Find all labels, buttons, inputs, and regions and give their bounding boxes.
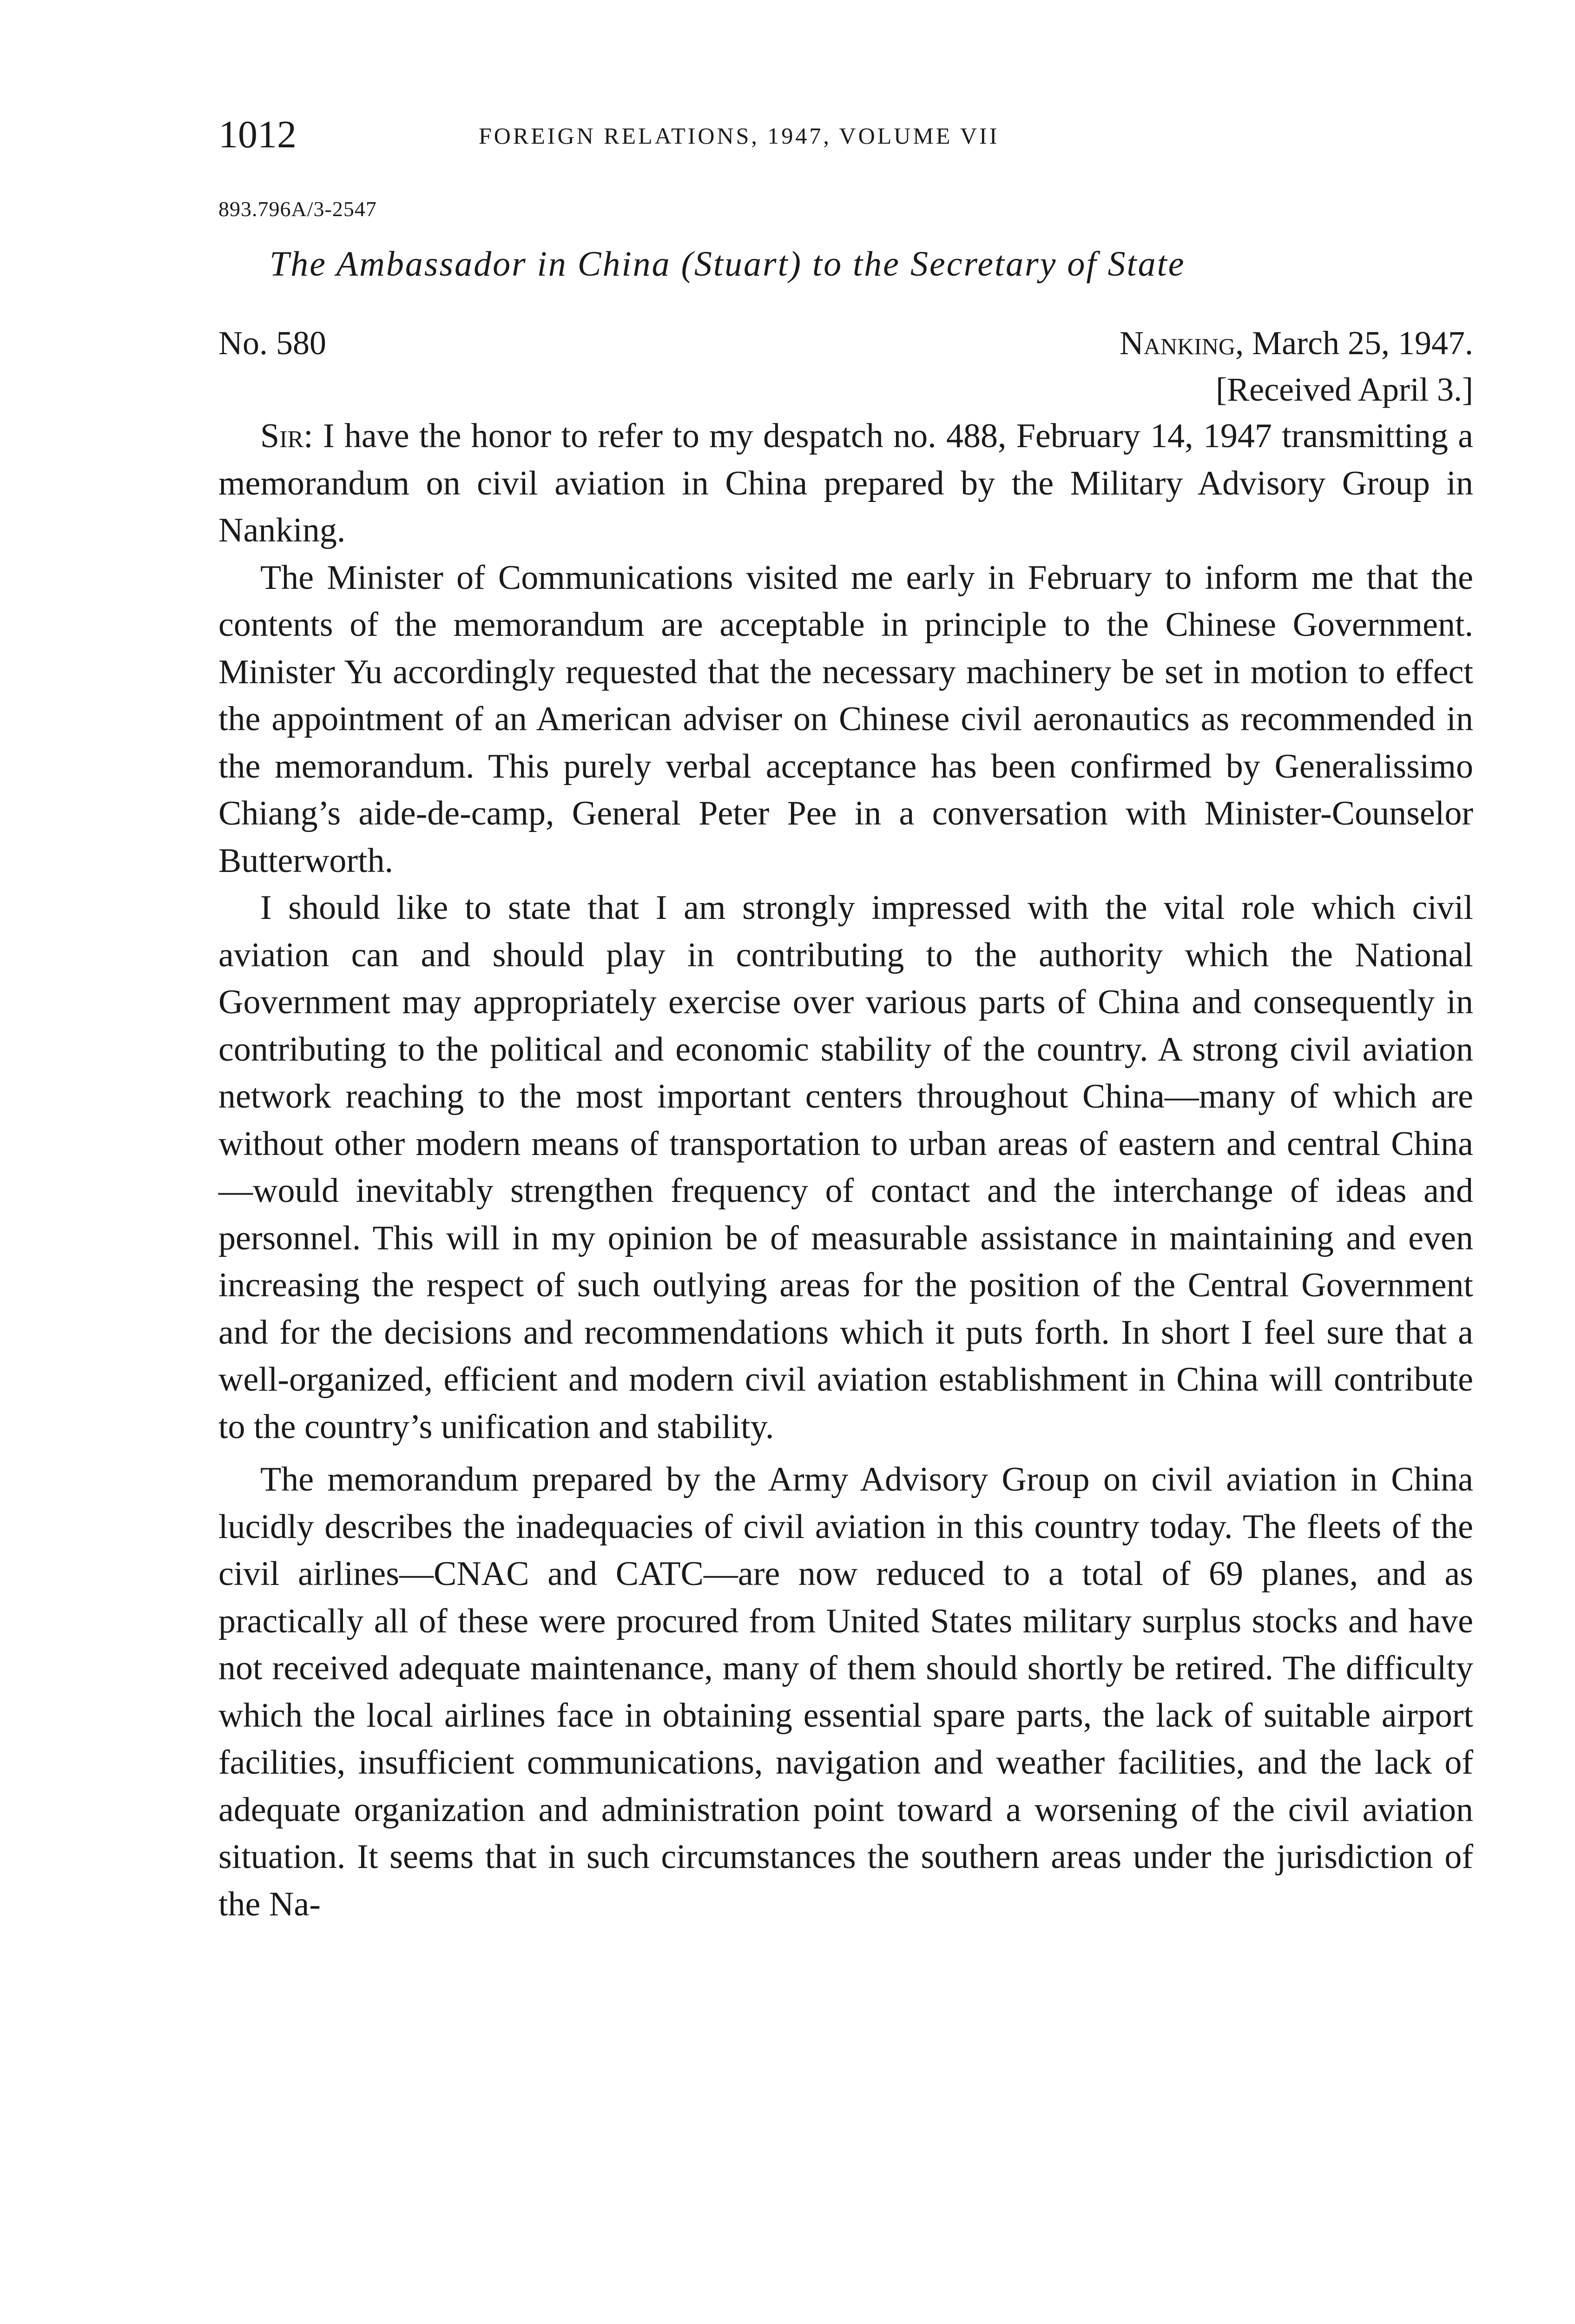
place: Nanking xyxy=(1119,324,1236,362)
paragraph xyxy=(218,413,1473,555)
dateline xyxy=(218,320,1473,413)
salutation: Sir xyxy=(260,417,304,455)
despatch-number: No. 580 xyxy=(218,324,326,362)
place-and-date xyxy=(1120,320,1473,366)
date: , March 25, 1947. xyxy=(1235,324,1473,362)
document-page xyxy=(218,112,1473,1928)
running-title: FOREIGN RELATIONS, 1947, VOLUME VII xyxy=(479,123,1000,149)
letter-body xyxy=(218,413,1473,1928)
paragraph-text: : I have the honor to refer to my despatch no. 488, February 14, 1947 transmitting a memorandum on civil aviation in China prepared by the Military Advisory Group in Nanking. xyxy=(218,417,1473,549)
running-head xyxy=(218,112,1473,163)
page-number: 1012 xyxy=(218,113,297,156)
received-date: [Received April 3.] xyxy=(1216,371,1473,408)
paragraph: I should like to state that I am strongly impressed with the vital role which civil aviation can and should play in contributing to the authority which the National Government may appropriately exercise over various parts of China and consequently in contributing to the political and economic stability of the country. A strong civil aviation network reaching to the most important centers throughout China—many of which are without other modern means of transportation to urban areas of eastern and central China—would inevitably strengthen frequency of contact and the interchange of ideas and personnel. This will in my opinion be of measurable assistance in maintaining and even increasing the respect of such outlying areas for the position of the Central Government and for the decisions and recommendations which it puts forth. In short I feel sure that a well-organized, efficient and modern civil aviation establishment in China will contribute to the country’s unification and stability. xyxy=(218,889,1473,1446)
paragraph: The memorandum prepared by the Army Advisory Group on civil aviation in China lucidly describes the inadequacies of civil aviation in this country today. The fleets of the civil airlines—CNAC and CATC—are now reduced to a total of 69 planes, and as practically all of these were procured from United States military surplus stocks and have not received adequate maintenance, many of them should shortly be retired. The difficulty which the local airlines face in obtaining essential spare parts, the lack of suitable airport facilities, insufficient communications, navigation and weather facilities, and the lack of adequate organization and administration point toward a worsening of the civil aviation situation. It seems that in such circumstances the southern areas under the jurisdiction of the Na- xyxy=(218,1460,1473,1923)
file-number: 893.796A/3-2547 xyxy=(218,197,377,221)
paragraph: The Minister of Communications visited me early in February to inform me that the contents of the memorandum are acceptable in principle to the Chinese Government. Minister Yu accordingly requested that the necessary machinery be set in motion to effect the appointment of an American adviser on Chinese civil aeronautics as recommended in the memorandum. This purely verbal acceptance has been confirmed by Generalissimo Chiang’s aide-de-camp, General Peter Pee in a conversation with Minister-Counselor Butterworth. xyxy=(218,558,1473,880)
document-title: The Ambassador in China (Stuart) to the Secretary of State xyxy=(270,244,1186,284)
